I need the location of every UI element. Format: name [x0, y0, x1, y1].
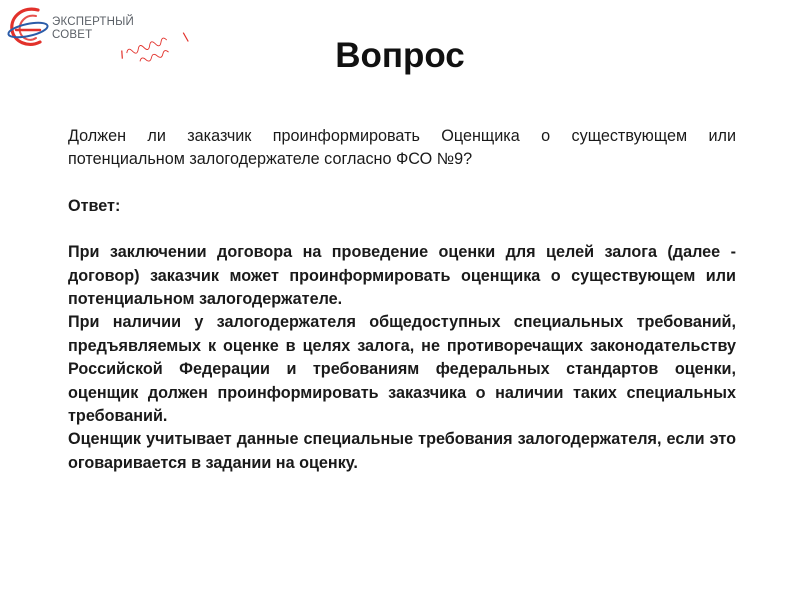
answer-body: [68, 241, 736, 475]
answer-paragraph-1: При заключении договора на проведение оценки для целей залога (далее - договор) заказчик может проинформировать оценщика о существующем или потенциальном залогодержателе.: [68, 243, 736, 309]
logo-line-2: СОВЕТ: [52, 29, 93, 41]
slide-content: [68, 125, 736, 475]
answer-paragraph-3: Оценщик учитывает данные специальные требования залогодержателя, если это оговаривается в задании на оценку.: [68, 430, 736, 472]
question-text: Должен ли заказчик проинформировать Оценщика о существующем или потенциальном залогодержателе согласно ФСО №9?: [68, 127, 736, 169]
answer-label: Ответ:: [68, 196, 121, 215]
answer-paragraph-2: При наличии у залогодержателя общедоступных специальных требований, предъявляемых к оценке в целях залога, не противоречащих законодательству Российской Федерации и требованиям федеральных стандартов оценки, оценщик должен проинформировать заказчика о наличии таких специальных требований.: [68, 313, 736, 426]
logo-line-1: ЭКСПЕРТНЫЙ: [52, 16, 135, 28]
slide-title: Вопрос: [335, 36, 465, 75]
